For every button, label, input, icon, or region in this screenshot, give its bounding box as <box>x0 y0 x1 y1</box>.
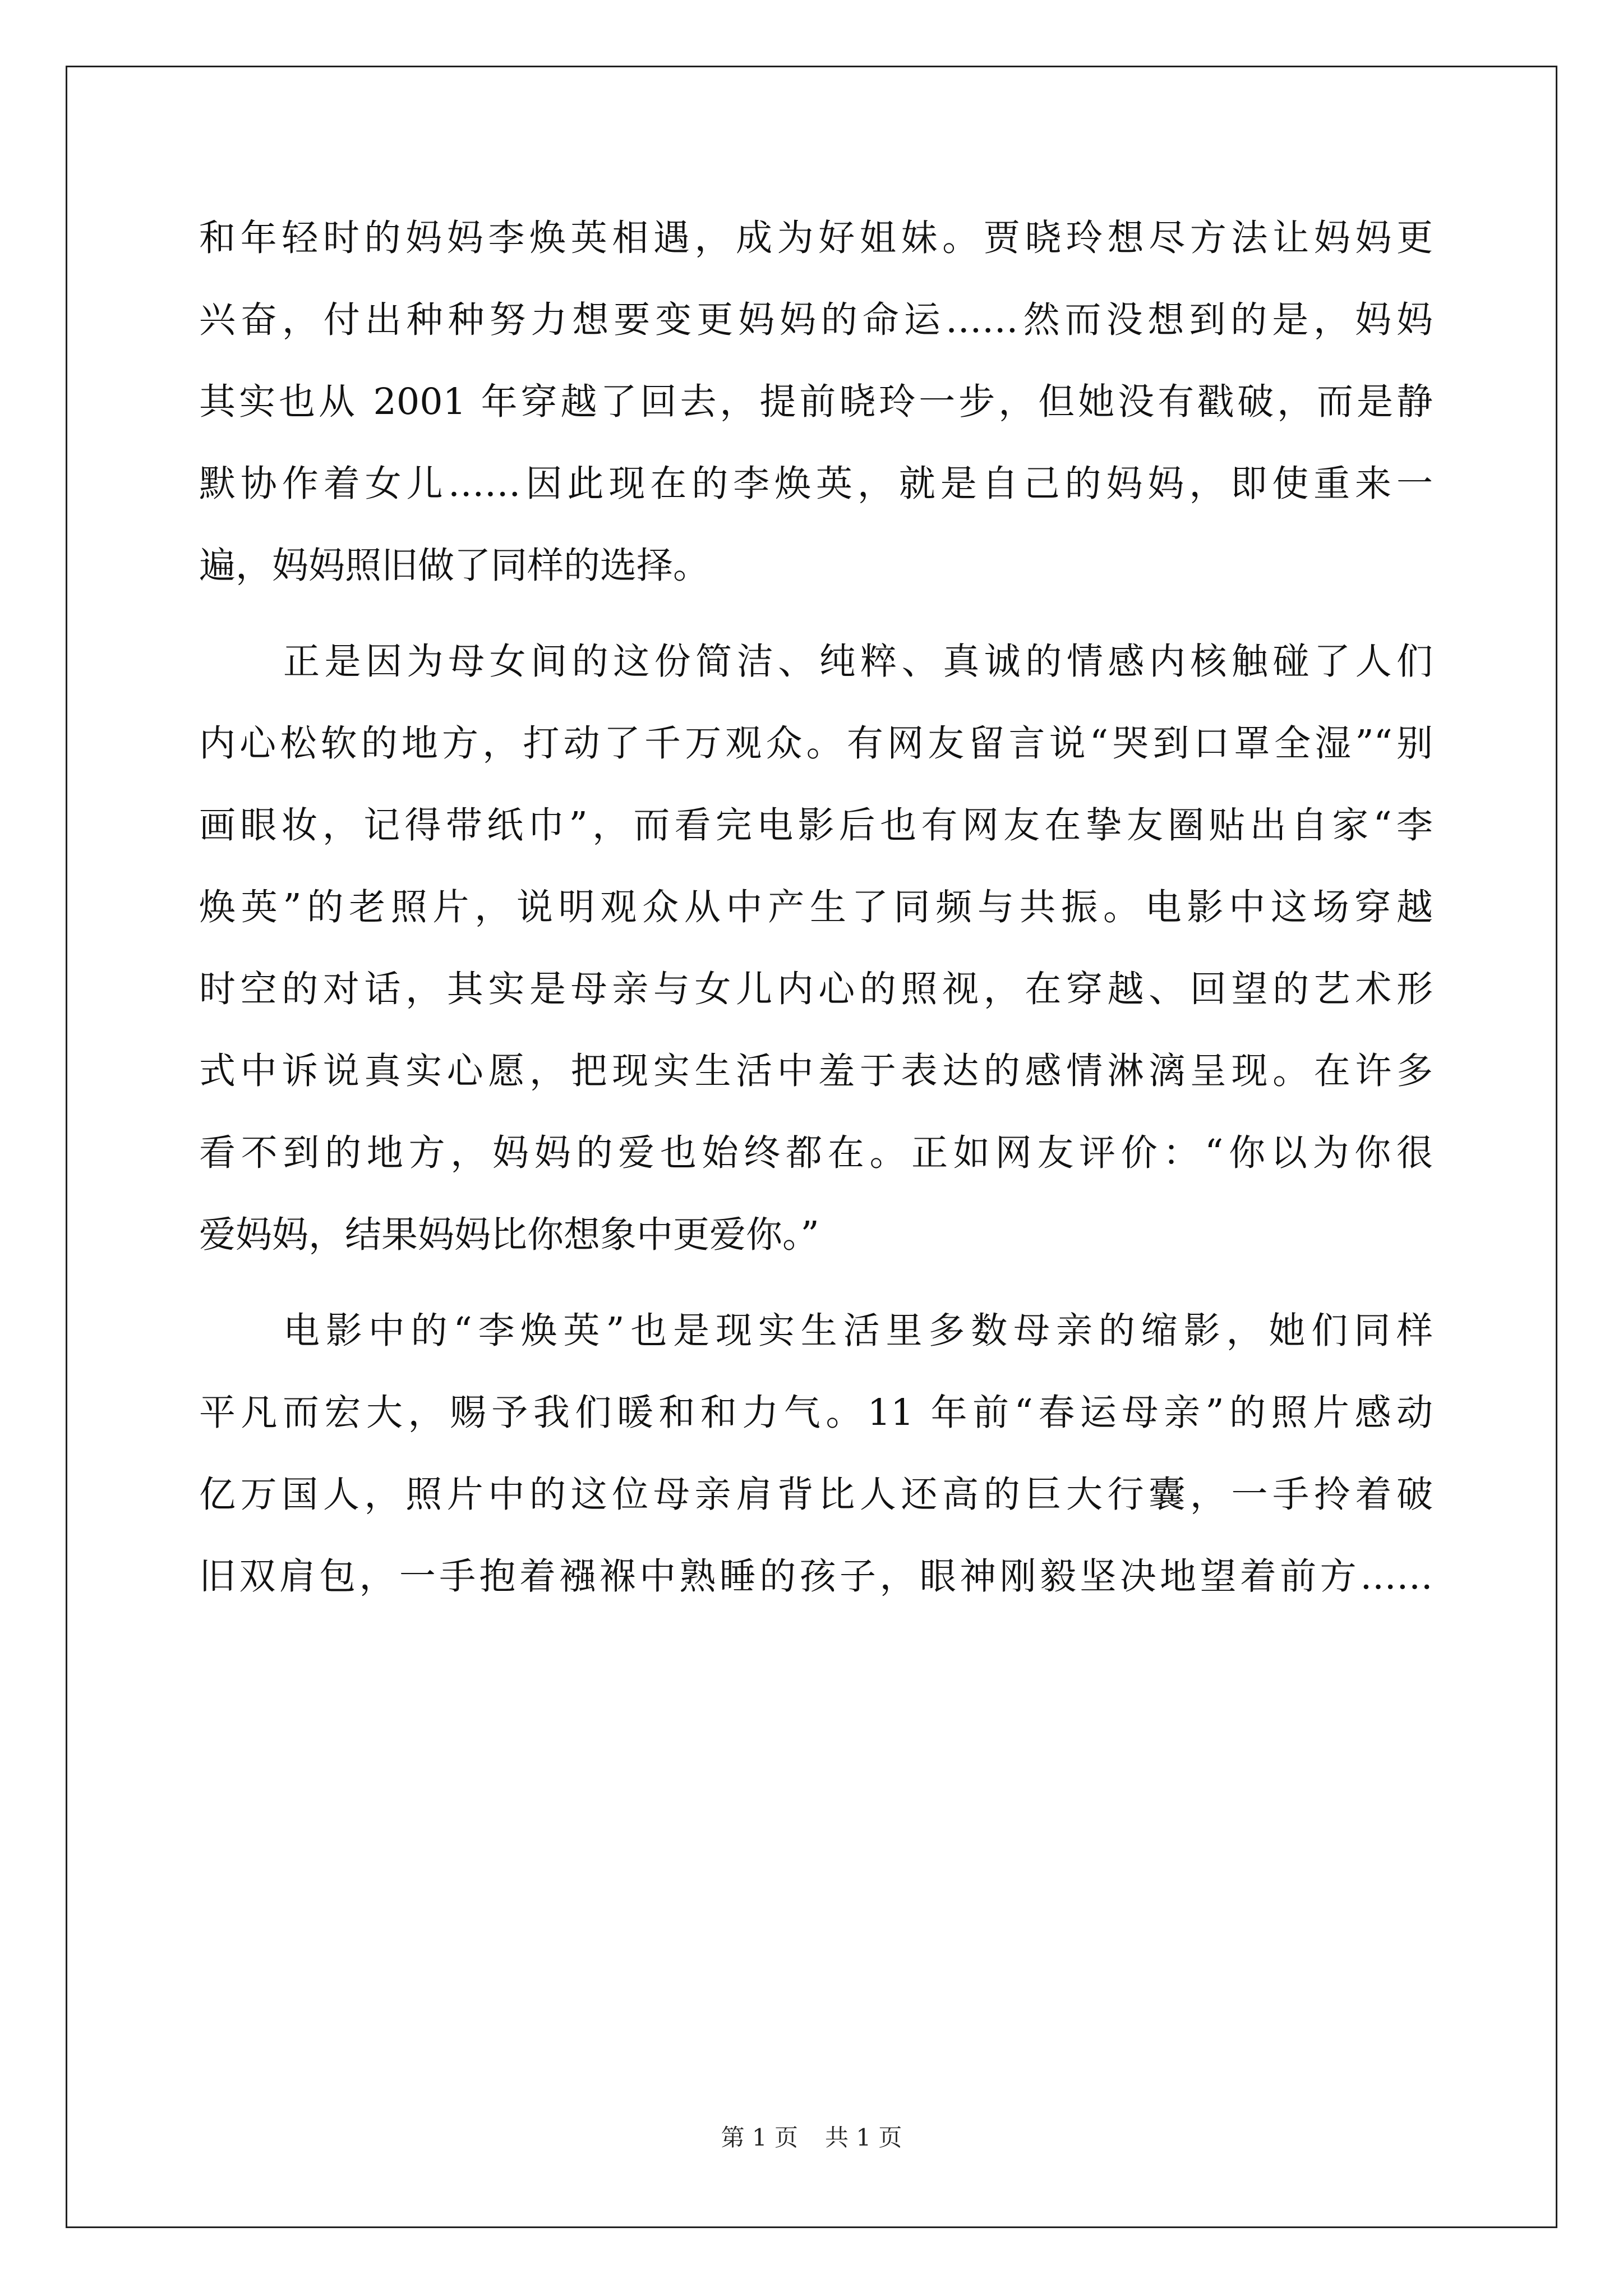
paragraph-1 <box>199 197 1433 607</box>
text-line: 兴奋，付出种种努力想要变更妈妈的命运……然而没想到的是，妈妈 <box>199 299 1433 341</box>
page-total: 共 1 页 <box>825 2124 902 2151</box>
page-number: 第 1 页 <box>721 2124 798 2151</box>
paragraph-3 <box>199 1290 1433 1618</box>
text-line: 默协作着女儿……因此现在的李焕英，就是自己的妈妈，即使重来一 <box>199 463 1433 505</box>
paragraph-2 <box>199 621 1433 1276</box>
text-line: 其实也从 2001 年穿越了回去，提前晓玲一步，但她没有戳破，而是静 <box>199 381 1433 423</box>
text-line: 和年轻时的妈妈李焕英相遇，成为好姐妹。贾晓玲想尽方法让妈妈更 <box>199 217 1433 259</box>
text-line: 看不到的地方，妈妈的爱也始终都在。正如网友评价：“你以为你很 <box>199 1132 1433 1174</box>
document-body <box>199 197 1433 1618</box>
text-line: 式中诉说真实心愿，把现实生活中羞于表达的感情淋漓呈现。在许多 <box>199 1050 1433 1092</box>
text-line: 内心松软的地方，打动了千万观众。有网友留言说“哭到口罩全湿”“别 <box>199 723 1433 765</box>
text-line: 画眼妆，记得带纸巾”，而看完电影后也有网友在挚友圈贴出自家“李 <box>199 804 1433 846</box>
text-line: 电影中的“李焕英”也是现实生活里多数母亲的缩影，她们同样 <box>283 1310 1433 1352</box>
text-line: 遍，妈妈照旧做了同样的选择。 <box>199 545 710 587</box>
text-line: 平凡而宏大，赐予我们暖和和力气。11 年前“春运母亲”的照片感动 <box>199 1392 1433 1434</box>
page-footer <box>0 2119 1623 2153</box>
text-line: 亿万国人，照片中的这位母亲肩背比人还高的巨大行囊，一手拎着破 <box>199 1474 1433 1516</box>
text-line: 旧双肩包，一手抱着襁褓中熟睡的孩子，眼神刚毅坚决地望着前方…… <box>199 1556 1433 1598</box>
text-line: 时空的对话，其实是母亲与女儿内心的照视，在穿越、回望的艺术形 <box>199 968 1433 1010</box>
text-line: 正是因为母女间的这份简洁、纯粹、真诚的情感内核触碰了人们 <box>283 641 1433 683</box>
text-line: 爱妈妈，结果妈妈比你想象中更爱你。” <box>199 1214 819 1256</box>
text-line: 焕英”的老照片，说明观众从中产生了同频与共振。电影中这场穿越 <box>199 886 1433 928</box>
